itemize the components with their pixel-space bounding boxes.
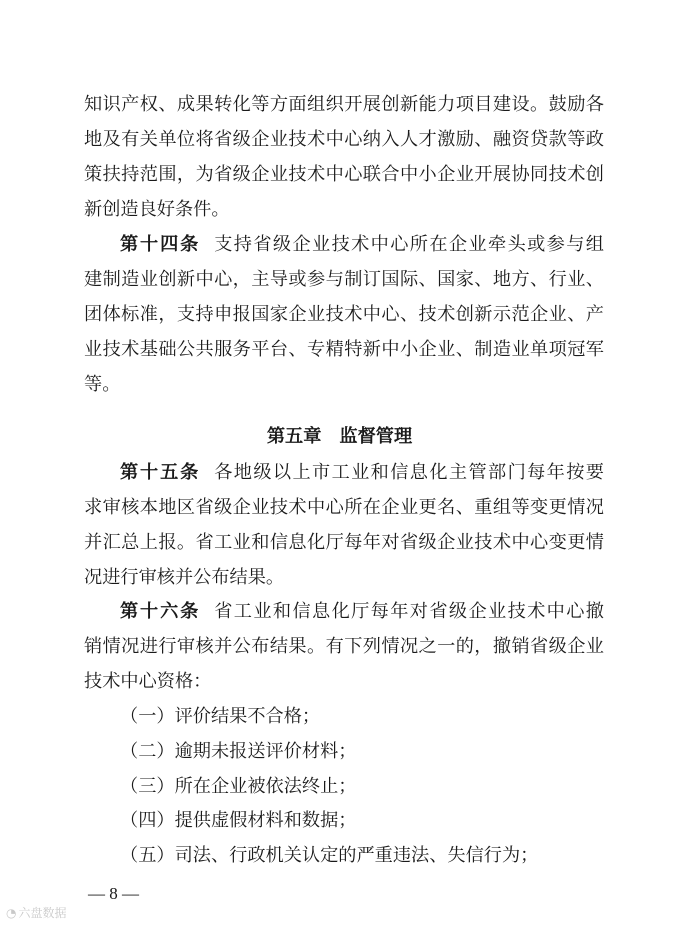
paragraph-line: 业技术基础公共服务平台、专精特新中小企业、制造业单项冠军 (84, 339, 604, 360)
list-item: （二）逾期未报送评价材料； (120, 741, 357, 762)
paragraph-line: 并汇总上报。省工业和信息化厅每年对省级企业技术中心变更情 (84, 532, 604, 553)
paragraph-line: 策扶持范围，为省级企业技术中心联合中小企业开展协同技术创 (84, 164, 604, 185)
article-14-first-line (120, 230, 604, 260)
paragraph-line: 团体标准，支持申报国家企业技术中心、技术创新示范企业、产 (84, 304, 604, 325)
paragraph-line: 新创造良好条件。 (84, 199, 230, 220)
paragraph-line: 况进行审核并公布结果。 (84, 567, 285, 588)
article-14-text: 支持省级企业技术中心所在企业牵头或参与组 (214, 234, 604, 255)
list-item: （一）评价结果不合格； (120, 706, 321, 727)
article-16-text: 省工业和信息化厅每年对省级企业技术中心撤 (214, 601, 604, 622)
article-15-text: 各地级以上市工业和信息化主管部门每年按要 (214, 462, 604, 483)
paragraph-line: 销情况进行审核并公布结果。有下列情况之一的，撤销省级企业 (84, 636, 604, 657)
article-16-first-line (120, 597, 604, 627)
paragraph-line: 建制造业创新中心，主导或参与制订国际、国家、地方、行业、 (84, 269, 604, 290)
article-15-heading: 第十五条 (120, 462, 201, 483)
article-16-heading: 第十六条 (120, 601, 201, 622)
list-item: （五）司法、行政机关认定的严重违法、失信行为； (120, 845, 539, 866)
chapter-title: 监督管理 (339, 426, 413, 447)
paragraph-line: 求审核本地区省级企业技术中心所在企业更名、重组等变更情况 (84, 497, 604, 518)
watermark-logo-icon: ◔ (6, 906, 17, 920)
paragraph-line: 技术中心资格： (84, 671, 212, 692)
paragraph-line: 等。 (84, 374, 121, 395)
article-15-first-line (120, 458, 604, 488)
watermark-text: 六盘数据 (18, 906, 67, 920)
watermark (6, 905, 67, 921)
paragraph-line: 知识产权、成果转化等方面组织开展创新能力项目建设。鼓励各 (84, 94, 604, 115)
chapter-heading (0, 422, 679, 452)
list-item: （三）所在企业被依法终止； (120, 776, 357, 797)
list-item: （四）提供虚假材料和数据； (120, 810, 357, 831)
article-14-heading: 第十四条 (120, 234, 201, 255)
chapter-number: 第五章 (266, 426, 322, 447)
page-number: — 8 — (88, 884, 139, 903)
paragraph-line: 地及有关单位将省级企业技术中心纳入人才激励、融资贷款等政 (84, 129, 604, 150)
